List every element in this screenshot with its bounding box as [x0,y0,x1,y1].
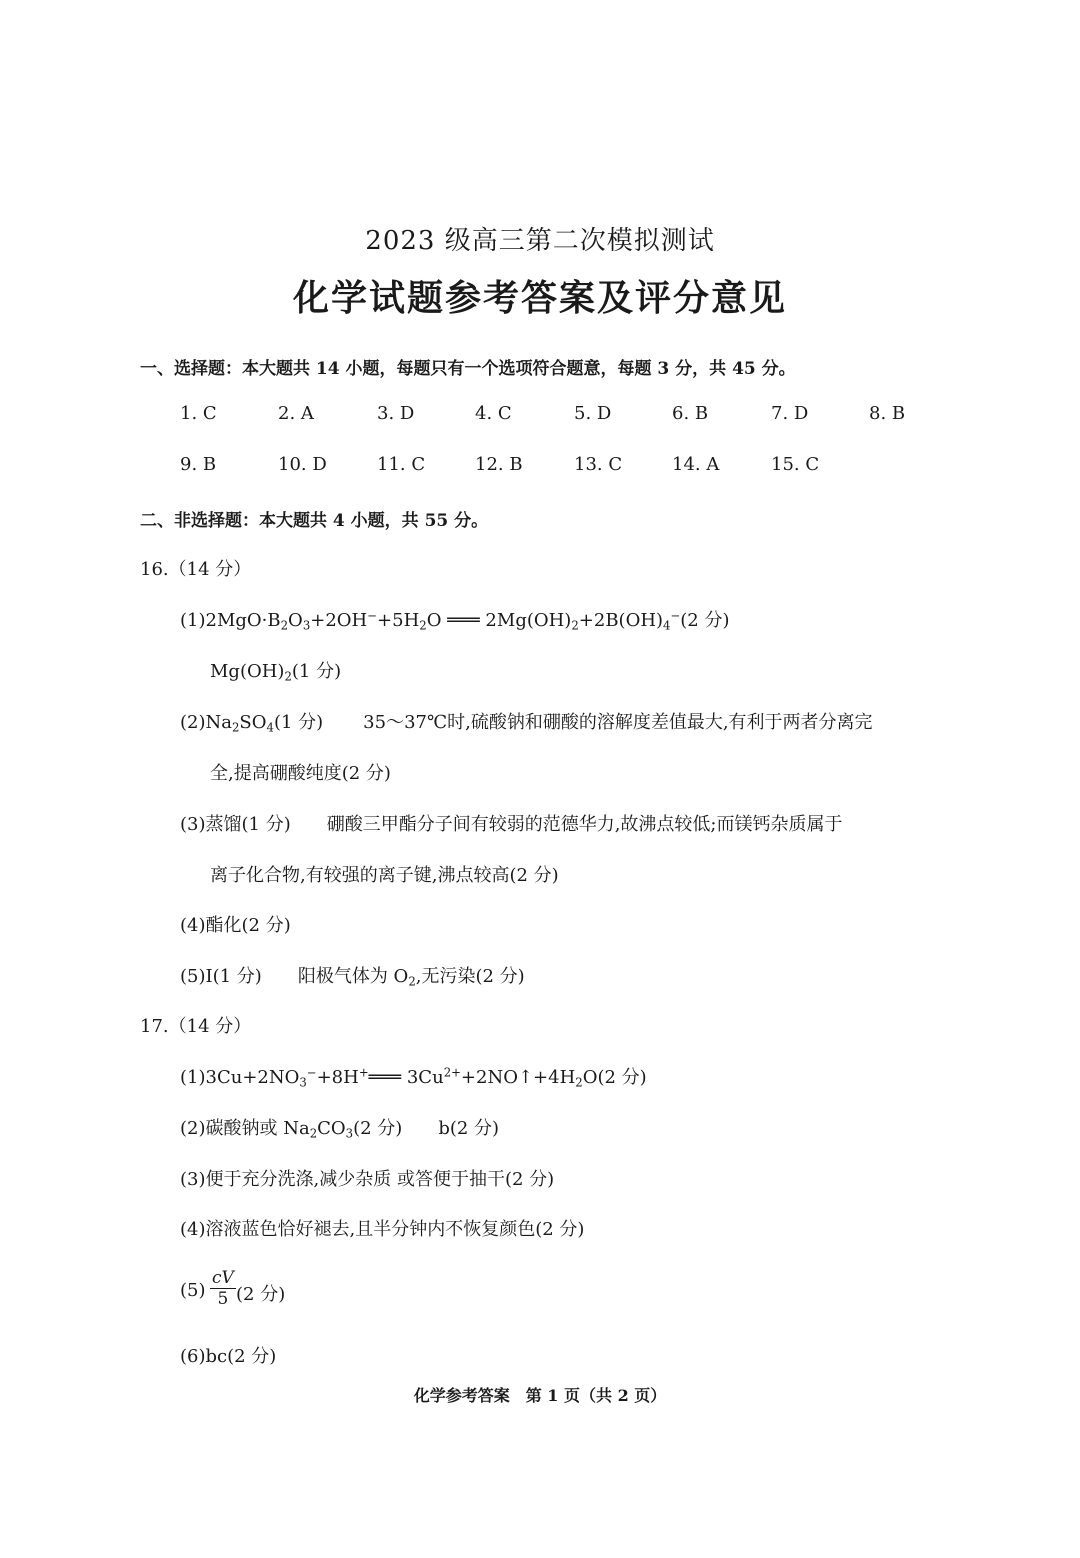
answer-11: 11. C [377,454,426,475]
answer-9: 9. B [180,454,217,475]
exam-title: 2023 级高三第二次模拟测试 [365,226,715,256]
q16-part5: (5)I(1 分) 阳极气体为 $O_2$,无污染(2 分) [180,966,525,989]
q16-part1-product: $Mg(OH)_2(1$ 分) [210,661,342,684]
q16-part3-continued: 离子化合物,有较强的离子键,沸点较高(2 分) [210,865,559,886]
answer-3: 3. D [377,403,415,424]
q16-part1-equation: $(1)2MgO\cdot B_2O_3+2OH^-+5H_2O$ ═══ $2Mg(OH)_2+2B(OH)_4^-(2$ 分) [180,608,730,633]
q17-part6: (6)bc(2 分) [180,1346,277,1367]
answer-1: 1. C [180,403,217,424]
q17-heading: 17.（14 分） [140,1016,252,1037]
answer-2: 2. A [278,403,314,424]
page-footer: 化学参考答案 第 1 页（共 2 页） [413,1386,667,1405]
q17-part4: (4)溶液蓝色恰好褪去,且半分钟内不恢复颜色(2 分) [180,1219,585,1240]
answer-14: 14. A [672,454,720,475]
answer-10: 10. D [278,454,327,475]
answer-6: 6. B [672,403,709,424]
section1-heading: 一、选择题：本大题共 14 小题，每题只有一个选项符合题意，每题 3 分，共 45 分。 [140,359,796,379]
answer-7: 7. D [771,403,809,424]
document-title: 化学试题参考答案及评分意见 [292,277,787,319]
q17-part5-score: (2 分) [236,1284,286,1305]
answer-8: 8. B [869,403,906,424]
q16-part2: $(2)Na_2SO_4(1$ 分) 35～37℃时,硫酸钠和硼酸的溶解度差值最大,有利于两者分离完 [180,712,873,735]
q17-part3: (3)便于充分洗涤,减少杂质 或答便于抽干(2 分) [180,1169,555,1190]
fraction [210,1268,236,1309]
answer-5: 5. D [574,403,612,424]
fraction-numerator: cV [212,1268,234,1288]
q17-part2: (2)碳酸钠或 $Na_2CO_3(2$ 分) b(2 分) [180,1118,500,1141]
q17-part5-label: (5) [180,1280,206,1301]
answer-13: 13. C [574,454,623,475]
q16-heading: 16.（14 分） [140,559,252,580]
answer-15: 15. C [771,454,820,475]
q17-part1-equation: $(1)3Cu+2NO_3^-+8H^+═══$ $3Cu^{2+}+2NO↑+4H_2O(2$ 分) [180,1065,647,1090]
answer-12: 12. B [475,454,523,475]
q16-part2-continued: 全,提高硼酸纯度(2 分) [210,763,391,784]
q16-part4: (4)酯化(2 分) [180,915,291,936]
fraction-denominator: 5 [217,1289,229,1309]
section2-heading: 二、非选择题：本大题共 4 小题，共 55 分。 [140,511,489,531]
answer-4: 4. C [475,403,512,424]
q16-part3: (3)蒸馏(1 分) 硼酸三甲酯分子间有较弱的范德华力,故沸点较低;而镁钙杂质属于 [180,814,843,835]
